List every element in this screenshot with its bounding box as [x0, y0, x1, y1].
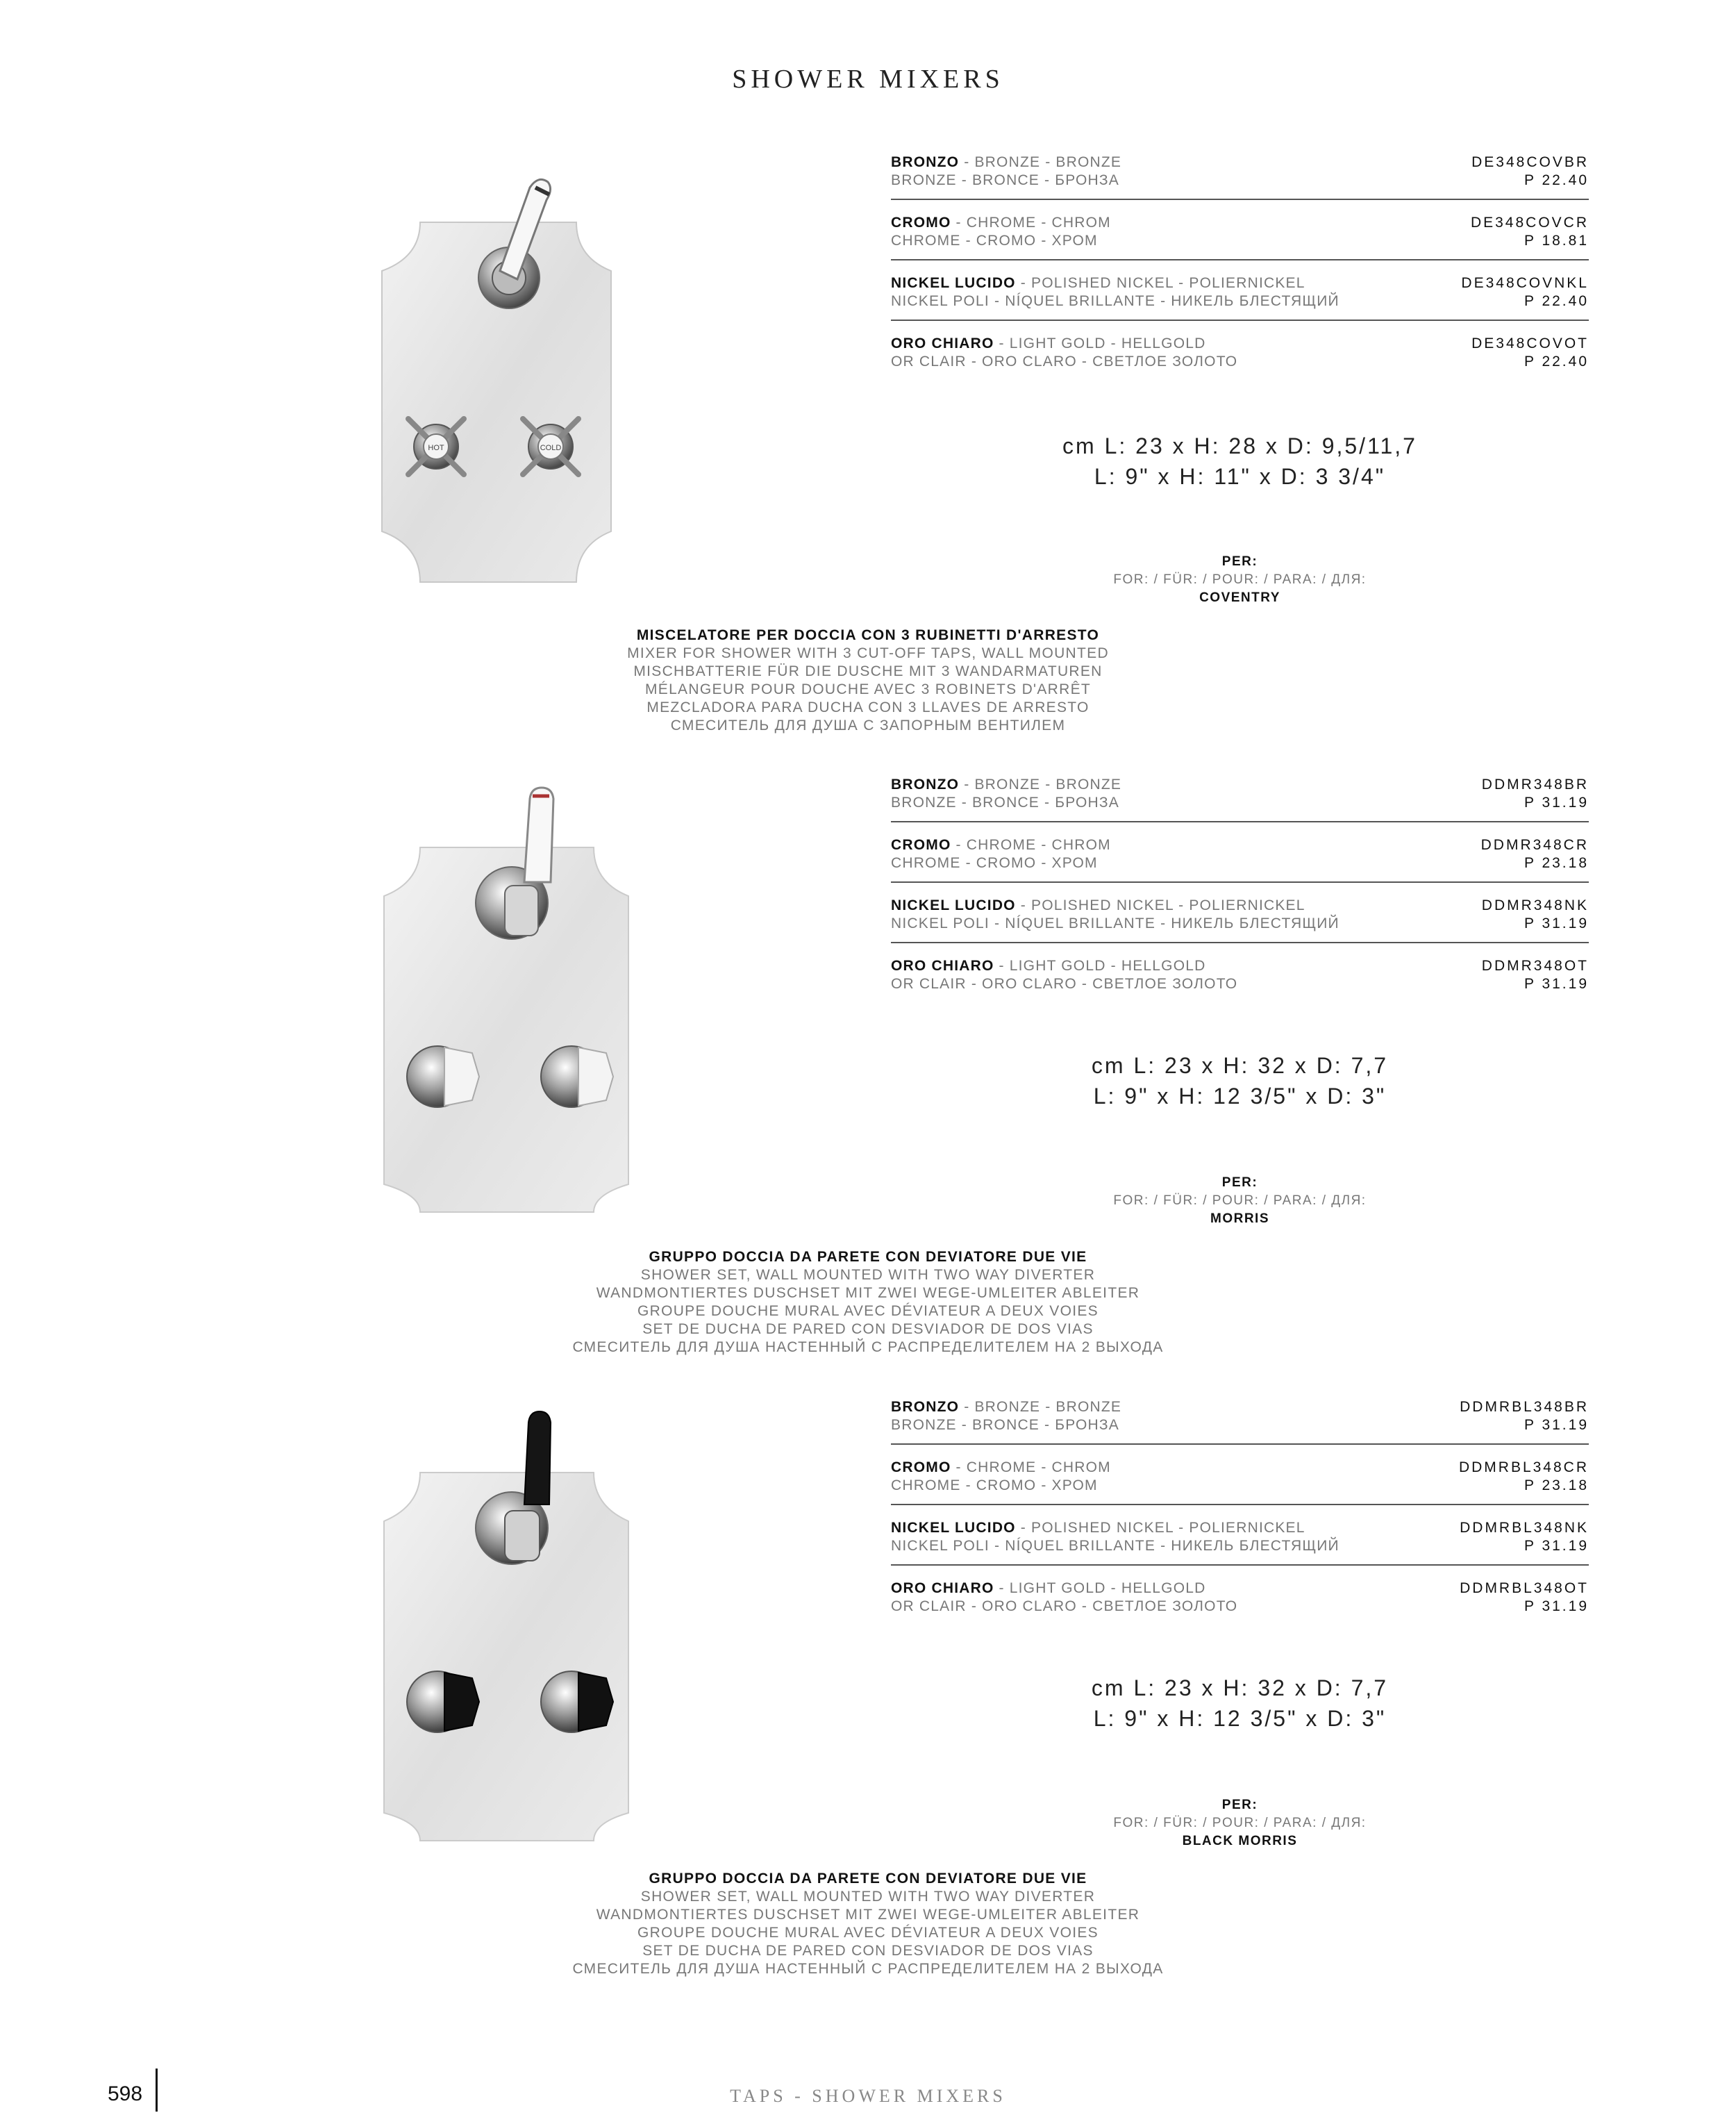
page-title: SHOWER MIXERS — [732, 65, 1004, 94]
per-languages: FOR: / FÜR: / POUR: / PARA: / ДЛЯ: — [1113, 572, 1367, 587]
description-line: SHOWER SET, WALL MOUNTED WITH TWO WAY DIVERTER — [640, 1267, 1096, 1283]
dimensions-inch: L: 9" x H: 12 3/5" x D: 3" — [1093, 1706, 1387, 1731]
footer-section-title: TAPS - SHOWER MIXERS — [730, 2086, 1006, 2106]
finish-translations-2: OR CLAIR - ORO CLARO - СВЕТЛОЕ ЗОЛОТО — [891, 1598, 1238, 1614]
finish-translations-2: CHROME - CROMO - ХРОМ — [891, 855, 1098, 871]
product-description — [0, 1870, 1736, 1978]
product-price: P 22.40 — [1524, 293, 1589, 309]
finish-translations-2: OR CLAIR - ORO CLARO - СВЕТЛОЕ ЗОЛОТО — [891, 354, 1238, 370]
finish-translations: - LIGHT GOLD - HELLGOLD — [994, 335, 1206, 351]
series-name: COVENTRY — [1199, 590, 1280, 605]
svg-text:COLD: COLD — [540, 444, 562, 452]
per-languages: FOR: / FÜR: / POUR: / PARA: / ДЛЯ: — [1113, 1816, 1367, 1830]
product-code: DDMR348NK — [1481, 897, 1589, 913]
variant-row — [891, 1395, 1589, 1445]
product-price: P 31.19 — [1524, 1417, 1589, 1433]
product-photo-black-morris — [351, 1402, 677, 1846]
product-price: P 31.19 — [1524, 1598, 1589, 1614]
dimensions — [891, 1673, 1589, 1734]
variant-row — [891, 954, 1589, 1002]
product-price: P 31.19 — [1524, 915, 1589, 931]
description-title: GRUPPO DOCCIA DA PARETE CON DEVIATORE DUE VIE — [649, 1249, 1087, 1265]
product-price: P 31.19 — [1524, 795, 1589, 811]
description-line: GROUPE DOUCHE MURAL AVEC DÉVIATEUR A DEUX VOIES — [637, 1303, 1099, 1319]
right-black-knob-icon — [541, 1671, 613, 1732]
description-line: WANDMONTIERTES DUSCHSET MIT ZWEI WEGE-UMLEITER ABLEITER — [596, 1285, 1140, 1301]
svg-text:HOT: HOT — [428, 444, 444, 452]
variant-row — [891, 772, 1589, 822]
cold-cross-handle-icon — [523, 419, 578, 474]
finish-name: BRONZO — [891, 1399, 960, 1415]
product-price: P 18.81 — [1524, 233, 1589, 249]
description-line: СМЕСИТЕЛЬ ДЛЯ ДУША НАСТЕННЫЙ С РАСПРЕДЕЛИТЕЛЕМ НА 2 ВЫХОДА — [572, 1961, 1164, 1977]
dimensions — [891, 431, 1589, 492]
finish-name: ORO CHIARO — [891, 335, 994, 351]
product-description — [0, 627, 1736, 735]
variant-row — [891, 1516, 1589, 1566]
product-description — [0, 1248, 1736, 1357]
finish-translations: - LIGHT GOLD - HELLGOLD — [994, 958, 1206, 974]
finish-translations-2: CHROME - CROMO - ХРОМ — [891, 233, 1098, 249]
variant-row — [891, 271, 1589, 321]
finish-translations-2: NICKEL POLI - NÍQUEL BRILLANTE - НИКЕЛЬ БЛЕСТЯЩИЙ — [891, 1538, 1339, 1554]
finish-name: ORO CHIARO — [891, 958, 994, 974]
variant-list — [891, 150, 1589, 390]
left-knob-icon — [407, 1046, 479, 1107]
finish-name: CROMO — [891, 837, 951, 853]
finish-translations: - BRONZE - BRONZE — [959, 777, 1122, 793]
per-languages: FOR: / FÜR: / POUR: / PARA: / ДЛЯ: — [1113, 1193, 1367, 1208]
product-code: DDMR348CR — [1480, 837, 1589, 853]
dimensions-cm: cm L: 23 x H: 28 x D: 9,5/11,7 — [1062, 433, 1417, 458]
finish-name: NICKEL LUCIDO — [891, 1520, 1016, 1536]
product-photo-coventry — [351, 167, 642, 583]
variant-list — [891, 1395, 1589, 1635]
product-code: DDMR348BR — [1481, 777, 1589, 793]
finish-translations: - CHROME - CHROM — [951, 215, 1111, 231]
dimensions-cm: cm L: 23 x H: 32 x D: 7,7 — [1091, 1053, 1389, 1078]
compatible-with — [891, 1796, 1589, 1850]
variant-row — [891, 210, 1589, 260]
dimensions-inch: L: 9" x H: 12 3/5" x D: 3" — [1093, 1084, 1387, 1109]
finish-translations: - CHROME - CHROM — [951, 1459, 1111, 1475]
compatible-with — [891, 1174, 1589, 1228]
description-line: MISCHBATTERIE FÜR DIE DUSCHE MIT 3 WANDARMATUREN — [633, 663, 1103, 679]
finish-translations: - POLISHED NICKEL - POLIERNICKEL — [1015, 1520, 1305, 1536]
finish-translations: - BRONZE - BRONZE — [959, 1399, 1122, 1415]
finish-name: NICKEL LUCIDO — [891, 275, 1016, 291]
finish-translations-2: BRONZE - BRONCE - БРОНЗА — [891, 1417, 1119, 1433]
product-price: P 22.40 — [1524, 354, 1589, 370]
product-code: DDMRBL348BR — [1460, 1399, 1589, 1415]
finish-name: BRONZO — [891, 154, 960, 170]
variant-list — [891, 772, 1589, 1013]
product-code: DE348COVNKL — [1461, 275, 1589, 291]
finish-name: CROMO — [891, 1459, 951, 1475]
product-code: DE348COVCR — [1470, 215, 1589, 231]
product-code: DDMRBL348CR — [1458, 1459, 1589, 1475]
product-price: P 22.40 — [1524, 172, 1589, 188]
product-code: DDMRBL348NK — [1460, 1520, 1589, 1536]
product-code: DE348COVBR — [1471, 154, 1589, 170]
product-price: P 31.19 — [1524, 976, 1589, 992]
series-name: BLACK MORRIS — [1182, 1834, 1298, 1848]
finish-translations: - CHROME - CHROM — [951, 837, 1111, 853]
product-price: P 31.19 — [1524, 1538, 1589, 1554]
description-line: MÉLANGEUR POUR DOUCHE AVEC 3 ROBINETS D'ARRÊT — [644, 681, 1092, 697]
variant-row — [891, 1576, 1589, 1625]
left-black-knob-icon — [407, 1671, 479, 1732]
right-knob-icon — [541, 1046, 613, 1107]
page-number: 598 — [108, 2082, 143, 2105]
finish-name: CROMO — [891, 215, 951, 231]
description-title: MISCELATORE PER DOCCIA CON 3 RUBINETTI D'ARRESTO — [636, 627, 1100, 643]
description-line: GROUPE DOUCHE MURAL AVEC DÉVIATEUR A DEUX VOIES — [637, 1925, 1099, 1941]
variant-row — [891, 893, 1589, 943]
description-title: GRUPPO DOCCIA DA PARETE CON DEVIATORE DUE VIE — [649, 1871, 1087, 1887]
description-line: СМЕСИТЕЛЬ ДЛЯ ДУША НАСТЕННЫЙ С РАСПРЕДЕЛИТЕЛЕМ НА 2 ВЫХОДА — [572, 1339, 1164, 1355]
variant-row — [891, 150, 1589, 200]
hot-cross-handle-icon — [408, 419, 464, 474]
dimensions-cm: cm L: 23 x H: 32 x D: 7,7 — [1091, 1675, 1389, 1700]
per-label: PER: — [1221, 1798, 1258, 1812]
dimensions-inch: L: 9" x H: 11" x D: 3 3/4" — [1094, 464, 1386, 489]
product-price: P 23.18 — [1524, 1477, 1589, 1493]
finish-name: NICKEL LUCIDO — [891, 897, 1016, 913]
finish-translations: - POLISHED NICKEL - POLIERNICKEL — [1015, 275, 1305, 291]
product-code: DDMR348OT — [1481, 958, 1589, 974]
description-line: SET DE DUCHA DE PARED CON DESVIADOR DE DOS VIAS — [642, 1943, 1094, 1959]
finish-translations-2: CHROME - CROMO - ХРОМ — [891, 1477, 1098, 1493]
variant-row — [891, 833, 1589, 883]
description-line: SET DE DUCHA DE PARED CON DESVIADOR DE DOS VIAS — [642, 1321, 1094, 1337]
finish-translations: - BRONZE - BRONZE — [959, 154, 1122, 170]
finish-name: BRONZO — [891, 777, 960, 793]
finish-translations-2: OR CLAIR - ORO CLARO - СВЕТЛОЕ ЗОЛОТО — [891, 976, 1238, 992]
finish-translations-2: NICKEL POLI - NÍQUEL BRILLANTE - НИКЕЛЬ БЛЕСТЯЩИЙ — [891, 915, 1339, 931]
product-code: DDMRBL348OT — [1460, 1580, 1589, 1596]
finish-translations: - POLISHED NICKEL - POLIERNICKEL — [1015, 897, 1305, 913]
product-photo-morris — [351, 778, 677, 1216]
product-price: P 23.18 — [1524, 855, 1589, 871]
compatible-with — [891, 553, 1589, 607]
description-line: SHOWER SET, WALL MOUNTED WITH TWO WAY DIVERTER — [640, 1889, 1096, 1905]
finish-name: ORO CHIARO — [891, 1580, 994, 1596]
dimensions — [891, 1050, 1589, 1111]
finish-translations-2: BRONZE - BRONCE - БРОНЗА — [891, 172, 1119, 188]
series-name: MORRIS — [1210, 1211, 1269, 1226]
per-label: PER: — [1221, 1175, 1258, 1190]
description-line: СМЕСИТЕЛЬ ДЛЯ ДУША С ЗАПОРНЫМ ВЕНТИЛЕМ — [670, 718, 1066, 733]
variant-row — [891, 331, 1589, 380]
description-line: WANDMONTIERTES DUSCHSET MIT ZWEI WEGE-UMLEITER ABLEITER — [596, 1907, 1140, 1923]
finish-translations-2: NICKEL POLI - NÍQUEL BRILLANTE - НИКЕЛЬ БЛЕСТЯЩИЙ — [891, 293, 1339, 309]
finish-translations: - LIGHT GOLD - HELLGOLD — [994, 1580, 1206, 1596]
description-line: MIXER FOR SHOWER WITH 3 CUT-OFF TAPS, WALL MOUNTED — [627, 645, 1109, 661]
variant-row — [891, 1455, 1589, 1505]
finish-translations-2: BRONZE - BRONCE - БРОНЗА — [891, 795, 1119, 811]
product-code: DE348COVOT — [1471, 335, 1589, 351]
description-line: MEZCLADORA PARA DUCHA CON 3 LLAVES DE ARRESTO — [646, 699, 1090, 715]
per-label: PER: — [1221, 554, 1258, 569]
